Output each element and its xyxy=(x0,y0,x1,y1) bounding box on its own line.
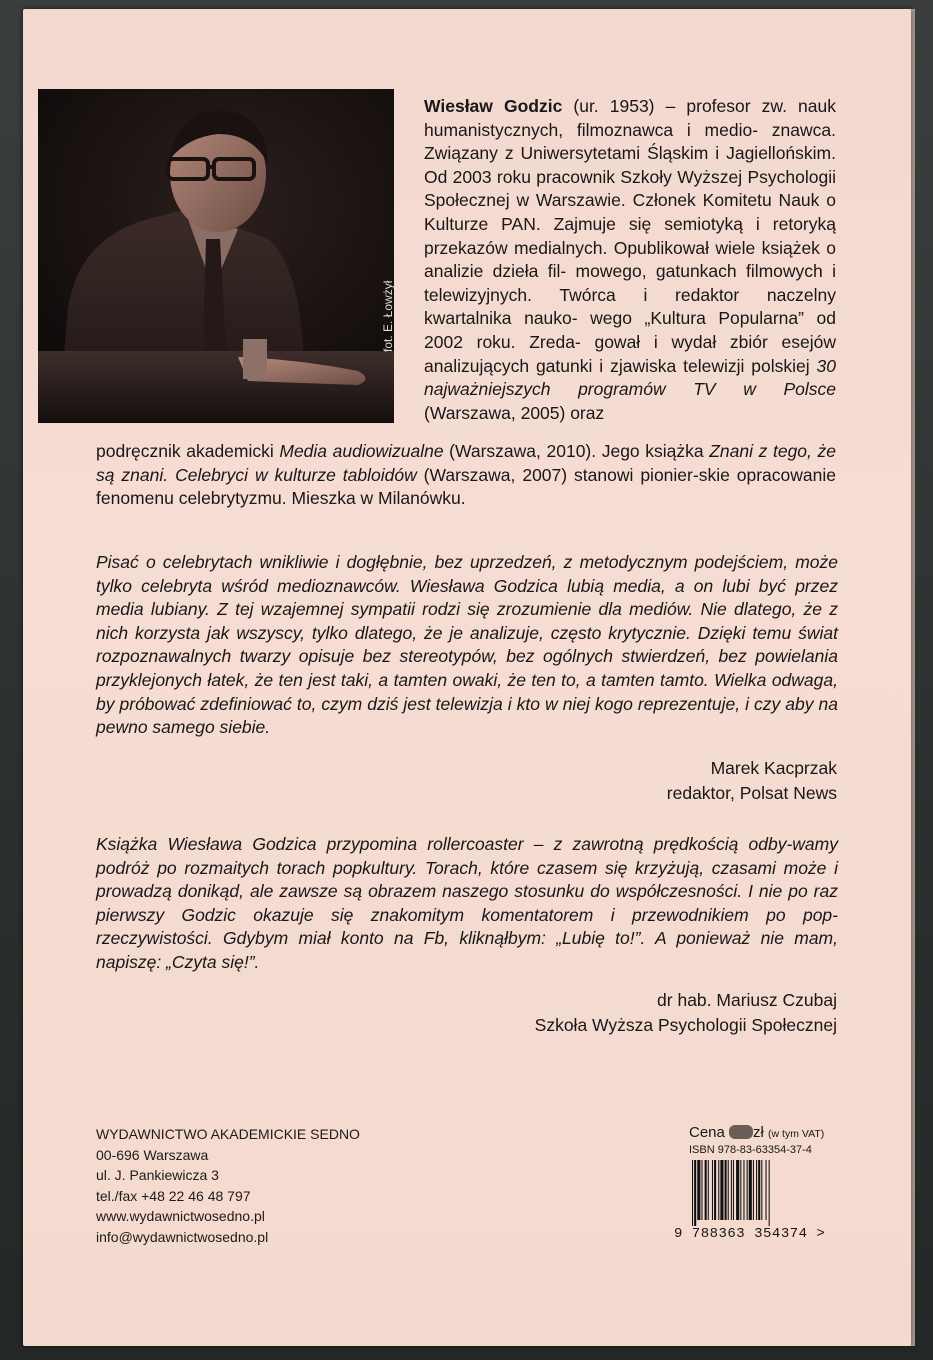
bio-line: i Jagiellońskim. Od 2003 roku pracownik Szkoły xyxy=(424,143,836,187)
bio-line: nauk humanistycznych, filmoznawca i medio- xyxy=(424,96,836,140)
price-sticker-residue xyxy=(729,1125,753,1139)
bio-line: mowego, gatunkach filmowych i telewizyjnych. xyxy=(424,261,837,305)
bio-text: (Warszawa, 2007) stanowi pionier-skie opracowanie fenomenu celebrytyzmu. Mieszka w Milanówku. xyxy=(96,464,836,509)
barcode-bar xyxy=(766,1160,767,1220)
isbn-barcode xyxy=(690,1160,830,1226)
barcode-bar xyxy=(705,1160,707,1220)
book-title-italic: Znani z tego, że są znani. Celebryci w kulturze tabloidów xyxy=(96,441,836,485)
book-title-italic: programów TV w Polsce xyxy=(578,379,836,400)
barcode-bar xyxy=(749,1160,752,1220)
publisher-website: www.wydawnictwosedno.pl xyxy=(96,1208,265,1224)
quote-1-attribution xyxy=(667,756,837,806)
bio-text: podręcznik akademicki xyxy=(96,441,280,461)
quote-text: Pisać o celebrytach wnikliwie i dogłębnie, bez uprzedzeń, z metodycznym podejściem, może tylko celebryta wśród medioznawców. Wiesława Godzica lubią media, a on lubi być przez media lubiany. Z tej wzajemnej sympatii rodzi się zrozumienie dla mediów. Nie dlatego, że z nich korzysta jak wszyscy, tylko dlatego, że je analizuje, często krytycznie. Dzięki temu świat rozpoznawalnych twarzy opisuje bez stereotypów, bez ogólnych stwierdzeń, bez powielania przyklejonych łatek, że ten jest taki, a tamten owaki, że ten to, a tamten tamto. Wielka odwaga, by próbować zdefiniować to, czym dziś jest telewizja i kto w niej kogo reprezentuje, i czy aby na pewno samego siebie. xyxy=(96,552,838,738)
publisher-phone: tel./fax +48 22 46 48 797 xyxy=(96,1187,251,1204)
barcode-bar xyxy=(720,1160,723,1220)
isbn-text: ISBN 978-83-63354-37-4 xyxy=(689,1144,812,1156)
publisher-name: WYDAWNICTWO AKADEMICKIE SEDNO xyxy=(96,1126,360,1142)
barcode-bar xyxy=(740,1160,741,1220)
book-title-italic: 30 najważniejszych xyxy=(424,355,836,400)
publisher-email: info@wydawnictwosedno.pl xyxy=(96,1228,269,1245)
author-photo xyxy=(38,89,394,423)
barcode-bar xyxy=(761,1160,762,1220)
barcode-bar xyxy=(733,1160,734,1220)
barcode-bar xyxy=(747,1160,748,1220)
bio-line: gował i wydał zbiór esejów analizujących gatunki xyxy=(424,331,836,376)
author-bio-continued xyxy=(96,440,836,511)
price-word: Cena xyxy=(689,1124,725,1141)
publisher-info xyxy=(96,1124,360,1247)
barcode-bar xyxy=(758,1160,760,1220)
quote-2-attribution xyxy=(535,988,837,1038)
publisher-street: ul. J. Pankiewicza 3 xyxy=(96,1167,219,1183)
price-currency: zł xyxy=(753,1124,764,1141)
barcode-bar xyxy=(692,1160,693,1226)
barcode-bar xyxy=(769,1160,770,1226)
barcode-bar xyxy=(701,1160,702,1220)
price-vat-note: (w tym VAT) xyxy=(768,1128,825,1140)
barcode-bar xyxy=(728,1160,729,1220)
barcode-bar xyxy=(731,1160,732,1220)
bio-line: się semiotyką i retoryką przekazów medialnych. xyxy=(424,213,836,258)
bio-line: Członek Komitetu Nauk o Kulturze PAN. Zajmuje xyxy=(424,190,836,234)
barcode-digits: 9 788363 354374 > xyxy=(674,1226,826,1242)
barcode-bar xyxy=(718,1160,719,1220)
bio-line: Twórca i redaktor naczelny kwartalnika nauko- xyxy=(424,284,837,329)
publisher-city: 00-696 Warszawa xyxy=(96,1146,209,1163)
quote-text: Książka Wiesława Godzica przypomina rollercoaster – z zawrotną prędkością odby-wamy podróż po rozmaitych torach popkultury. Torach, które czasem się krzyżują, czasami może i prowadzą donikąd, ale zawsze są obrazem naszego stosunku do współczesności. I nie po raz pierwszy Godzic okazuje się znakomitym komentatorem i przewodnikiem po pop-rzeczywistości. Gdybym miał konto na Fb, kliknąłbym: „Lubię to!”. A ponieważ nie mam, napiszę: „Czyta się!”. xyxy=(96,834,838,972)
author-name: Wiesław Godzic xyxy=(424,96,563,116)
price-label xyxy=(689,1124,824,1141)
review-quote-2 xyxy=(96,833,838,975)
review-quote-1 xyxy=(96,551,838,740)
photo-credit: fot. E. Łowżył xyxy=(381,280,395,352)
quote-author: dr hab. Mariusz Czubaj xyxy=(657,990,837,1010)
bio-line: i zjawiska telewizji polskiej xyxy=(599,355,810,376)
bio-line: Wyższej Psychologii Społecznej w Warszawie. xyxy=(424,166,836,211)
bio-line: znawca. Związany z Uniwersytetami Śląskim xyxy=(424,119,836,164)
bio-line: Opublikował wiele książek o analizie dzieła fil- xyxy=(424,237,836,282)
barcode-bar xyxy=(694,1160,696,1226)
bio-line: wego „Kultura Popularna” od 2002 roku. Zreda- xyxy=(424,308,836,352)
barcode-bar xyxy=(714,1160,716,1220)
quote-author: Marek Kacprzak xyxy=(710,758,837,778)
quote-author-role: Szkoła Wyższa Psychologii Społecznej xyxy=(534,1015,837,1035)
barcode-bar xyxy=(708,1160,709,1220)
barcode-bar xyxy=(753,1160,754,1220)
barcode-bar xyxy=(743,1160,744,1220)
barcode-bar xyxy=(712,1160,713,1220)
barcode-bar xyxy=(736,1160,739,1220)
author-bio-side xyxy=(424,95,836,425)
barcode-bar xyxy=(697,1160,700,1220)
barcode-bar xyxy=(725,1160,727,1220)
barcode-bar xyxy=(756,1160,757,1220)
bio-text: (Warszawa, 2010). Jego książka xyxy=(443,441,710,461)
book-title-italic: Media audiowizualne xyxy=(279,441,444,461)
bio-line: (Warszawa, 2005) oraz xyxy=(424,402,605,423)
quote-author-role: redaktor, Polsat News xyxy=(666,783,837,803)
bio-line: (ur. 1953) – profesor zw. xyxy=(562,96,787,116)
